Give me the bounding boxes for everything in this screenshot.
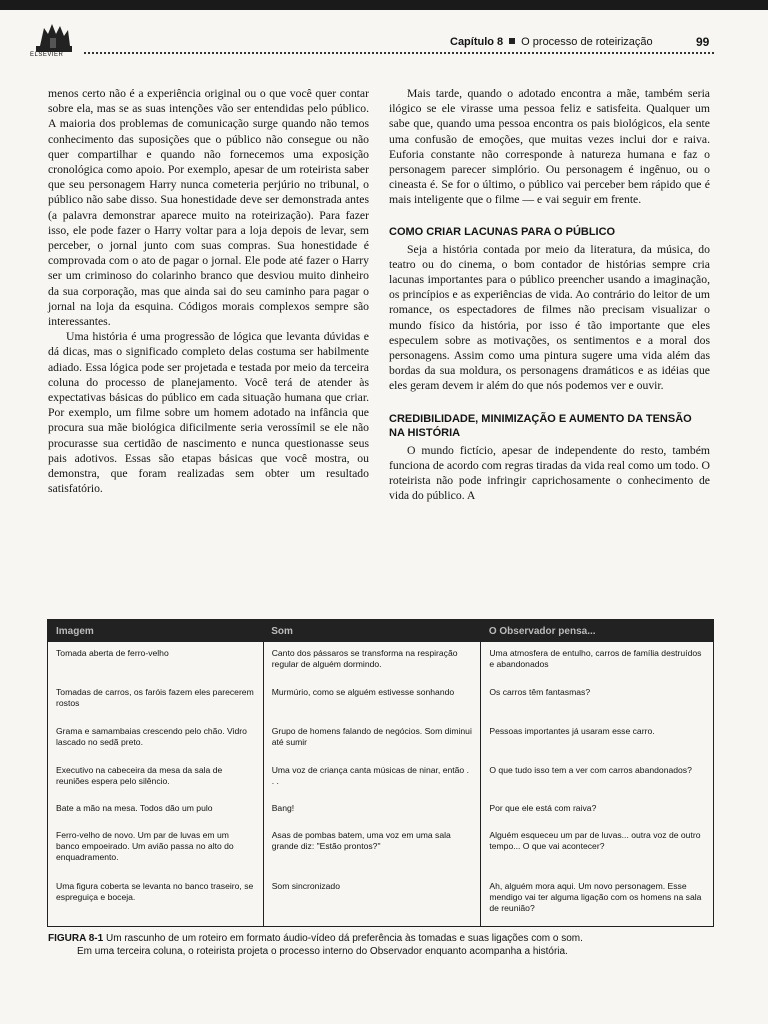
figure-caption bbox=[48, 932, 716, 958]
table-cell: Bate a mão na mesa. Todos dão um pulo bbox=[56, 803, 213, 814]
chapter-title: O processo de roteirização bbox=[521, 36, 653, 48]
table-cell: Por que ele está com raiva? bbox=[481, 797, 714, 824]
table-cell: Pessoas importantes já usaram esse carro. bbox=[481, 720, 714, 759]
body-paragraph: menos certo não é a experiência original ou o que você quer contar sobre ela, mas se as suas intenções vão ser entendidas pelo público. A maioria dos problemas de comunicação surge quando não temos conhecimento das suposições que o público não consegue ou não quer compartilhar e quando não fornecemos uma exposição cronológica como apoio. Por exemplo, apesar de um roteirista saber que seu personagem Harry nunca cometeria perjúrio no tribunal, o público não sabe disso. Sua honestidade deve ser demonstrada antes (a palavra demonstrar aparece muito na roteirização). Para fazer isso, ele pode fazer o Harry voltar para a loja depois de levar, sem perceber, o jornal junto com suas compras. Sua honestidade é comprovada com o ato de pagar o jornal. Ele pode até fazer o Harry ser um criminoso do colarinho branco que desviou muito dinheiro da sua corporação, mas que ainda sai do seu caminho para pagar o jornal na loja da esquina. Códigos morais complexos sempre são interessantes. bbox=[48, 87, 369, 329]
separator-square-icon bbox=[509, 38, 515, 44]
section-heading: COMO CRIAR LACUNAS PARA O PÚBLICO bbox=[389, 225, 616, 238]
caption-line: Um rascunho de um roteiro em formato áudio-vídeo dá preferência às tomadas e suas ligações com o som. bbox=[105, 933, 583, 944]
table-row bbox=[48, 681, 714, 720]
body-paragraph: Uma história é uma progressão de lógica que levanta dúvidas e dá dicas, mas o significado completo delas costuma ser habilmente adiado. Essa lógica pode ser projetada e testada por meio da terceira coluna do processo de planejamento. Você terá de atender às expectativas básicas do público em cada situação humana que criar. Por exemplo, um filme sobre um homem adotado na infância que procura sua mãe biológica dificilmente seria verossímil se ele não procurasse sua certidão de nascimento e nunca questionasse seus pais adotivos. Essas são etapas básicas que você mostra, ou demonstra, que foram realizadas sem obter um resultado satisfatório. bbox=[48, 330, 369, 496]
section-heading: CREDIBILIDADE, MINIMIZAÇÃO E AUMENTO DA TENSÃO NA HISTÓRIA bbox=[389, 412, 692, 439]
table-cell: Grupo de homens falando de negócios. Som diminui até sumir bbox=[263, 720, 481, 759]
table-header-row bbox=[48, 620, 714, 643]
table-cell: Grama e samambaias crescendo pelo chão. Vidro lascado no sedã preto. bbox=[56, 725, 247, 747]
table-cell: Canto dos pássaros se transforma na respiração regular de alguém dormindo. bbox=[263, 642, 481, 681]
table-row bbox=[48, 642, 714, 681]
table-cell: Murmúrio, como se alguém estivesse sonhando bbox=[263, 681, 481, 720]
table-cell: Tomada aberta de ferro-velho bbox=[56, 648, 169, 658]
table-cell: Bang! bbox=[263, 797, 481, 824]
table-cell: Som sincronizado bbox=[263, 875, 481, 926]
table-cell: Os carros têm fantasmas? bbox=[481, 681, 714, 720]
table-row bbox=[48, 824, 714, 875]
table-row bbox=[48, 720, 714, 759]
column-header-image: Imagem bbox=[48, 620, 264, 643]
column-header-sound: Som bbox=[263, 620, 481, 643]
table-cell: Alguém esqueceu um par de luvas... outra voz de outro tempo... O que vai acontecer? bbox=[481, 824, 714, 875]
figure-label: FIGURA 8-1 bbox=[48, 933, 104, 944]
page-number: 99 bbox=[696, 35, 710, 49]
column-header-observer: O Observador pensa... bbox=[481, 620, 714, 643]
publisher-name: ELSEVIER bbox=[30, 52, 64, 58]
table-cell: Uma figura coberta se levanta no banco traseiro, se espreguiça e boceja. bbox=[56, 881, 254, 903]
running-header bbox=[450, 36, 653, 48]
header-dotted-rule bbox=[84, 52, 714, 54]
table-cell: Uma voz de criança canta músicas de ninar, então . . . bbox=[263, 759, 481, 798]
table-cell: Executivo na cabeceira da mesa da sala de reuniões espera pelo silêncio. bbox=[56, 764, 223, 786]
table-cell: Tomadas de carros, os faróis fazem eles parecerem rostos bbox=[56, 686, 254, 708]
script-table bbox=[47, 619, 714, 927]
body-paragraph: Seja a história contada por meio da literatura, da música, do teatro ou do cinema, o bom contador de histórias sempre cria lacunas importantes para o público preencher usando a imaginação, os princípios e as experiências de vida. Ao contrário do leitor de um romance, os espectadores de filmes não precisam visualizar o mundo físico da história, por isso é tão importante que eles especulem sobre as motivações, os sentimentos e a moral dos personagens. Assim como uma pintura sugere uma vida além das bordas da sua moldura, os personagens dramáticos e as idéias que eles geram devem ir além do que nós podemos ver e ouvir. bbox=[389, 242, 710, 393]
table-row bbox=[48, 875, 714, 926]
page-top-edge bbox=[0, 0, 768, 10]
body-paragraph: Mais tarde, quando o adotado encontra a mãe, também seria ilógico se ele virasse uma pessoa feliz e satisfeita. Qualquer um sabe que, quando uma pessoa encontra os pais biológicos, ela sente uma confusão de emoções, que muitas vezes inclui dor e raiva. Euforia constante não corresponde à natureza humana e faz o personagem parecer simplório. Ou personagem é ingênuo, ou o cineasta é. Se for o último, o público vai perceber bem rápido que é mais inteligente que o filme — e vai seguir em frente. bbox=[389, 87, 710, 207]
table-row bbox=[48, 759, 714, 798]
body-paragraph: O mundo fictício, apesar de independente do resto, também funciona de acordo com regras tiradas da vida real como um todo. O roteirista não pode infringir caprichosamente o conhecimento de vida do público. A bbox=[389, 443, 710, 503]
table-cell: Asas de pombas batem, uma voz em uma sala grande diz: "Estão prontos?" bbox=[263, 824, 481, 875]
table-cell: Ferro-velho de novo. Um par de luvas em um banco empoeirado. Um avião passa no alto do enquadramento. bbox=[56, 830, 234, 863]
chapter-label: Capítulo 8 bbox=[450, 36, 504, 48]
table-cell: O que tudo isso tem a ver com carros abandonados? bbox=[481, 759, 714, 798]
table-cell: Uma atmosfera de entulho, carros de família destruídos e abandonados bbox=[481, 642, 714, 681]
caption-line: Em uma terceira coluna, o roteirista projeta o processo interno do Observador enquanto acompanha a história. bbox=[77, 946, 568, 957]
table-cell: Ah, alguém mora aqui. Um novo personagem. Esse mendigo vai ter alguma ligação com os homens na sala de reunião? bbox=[481, 875, 714, 926]
table-row bbox=[48, 797, 714, 824]
left-column bbox=[48, 86, 369, 496]
right-column bbox=[389, 86, 710, 503]
